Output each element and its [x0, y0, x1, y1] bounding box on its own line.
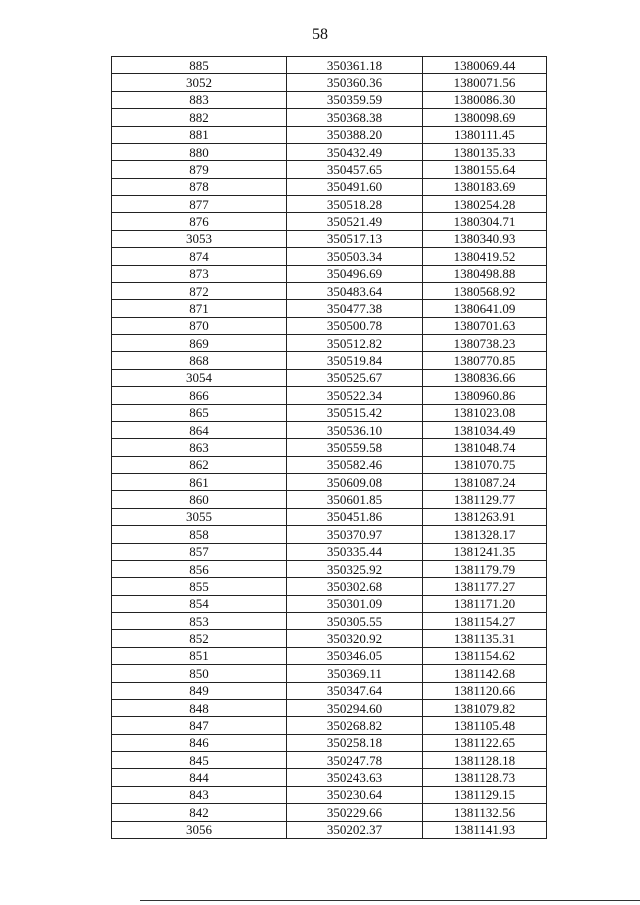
table-row: [112, 317, 547, 334]
x-coordinate-cell: 350347.64: [287, 682, 423, 699]
point-number-cell: 849: [112, 682, 287, 699]
table-row: [112, 786, 547, 803]
x-coordinate-cell: 350229.66: [287, 804, 423, 821]
table-row: [112, 526, 547, 543]
table-row: [112, 143, 547, 160]
point-number-cell: 882: [112, 109, 287, 126]
x-coordinate-cell: 350301.09: [287, 595, 423, 612]
table-row: [112, 126, 547, 143]
table-row: [112, 91, 547, 108]
point-number-cell: 863: [112, 439, 287, 456]
y-coordinate-cell: 1381079.82: [423, 699, 547, 716]
page-number: 58: [312, 26, 328, 43]
y-coordinate-cell: 1381171.20: [423, 595, 547, 612]
coordinates-table: [111, 56, 547, 839]
table-row: [112, 265, 547, 282]
x-coordinate-cell: 350335.44: [287, 543, 423, 560]
table-row: [112, 230, 547, 247]
y-coordinate-cell: 1380568.92: [423, 282, 547, 299]
point-number-cell: 881: [112, 126, 287, 143]
x-coordinate-cell: 350360.36: [287, 74, 423, 91]
table-row: [112, 699, 547, 716]
y-coordinate-cell: 1381179.79: [423, 560, 547, 577]
y-coordinate-cell: 1380419.52: [423, 248, 547, 265]
point-number-cell: 873: [112, 265, 287, 282]
point-number-cell: 879: [112, 161, 287, 178]
x-coordinate-cell: 350525.67: [287, 369, 423, 386]
x-coordinate-cell: 350359.59: [287, 91, 423, 108]
y-coordinate-cell: 1381263.91: [423, 508, 547, 525]
table-row: [112, 178, 547, 195]
y-coordinate-cell: 1381177.27: [423, 578, 547, 595]
bottom-rule: [140, 900, 640, 901]
y-coordinate-cell: 1381142.68: [423, 665, 547, 682]
table-row: [112, 421, 547, 438]
point-number-cell: 851: [112, 647, 287, 664]
y-coordinate-cell: 1381135.31: [423, 630, 547, 647]
x-coordinate-cell: 350451.86: [287, 508, 423, 525]
table-row: [112, 734, 547, 751]
point-number-cell: 847: [112, 717, 287, 734]
x-coordinate-cell: 350346.05: [287, 647, 423, 664]
y-coordinate-cell: 1380641.09: [423, 300, 547, 317]
table-row: [112, 161, 547, 178]
x-coordinate-cell: 350243.63: [287, 769, 423, 786]
y-coordinate-cell: 1381128.18: [423, 752, 547, 769]
x-coordinate-cell: 350388.20: [287, 126, 423, 143]
table-row: [112, 369, 547, 386]
point-number-cell: 848: [112, 699, 287, 716]
point-number-cell: 858: [112, 526, 287, 543]
x-coordinate-cell: 350294.60: [287, 699, 423, 716]
point-number-cell: 865: [112, 404, 287, 421]
table-row: [112, 821, 547, 838]
x-coordinate-cell: 350258.18: [287, 734, 423, 751]
table-row: [112, 335, 547, 352]
table-row: [112, 508, 547, 525]
point-number-cell: 862: [112, 456, 287, 473]
point-number-cell: 3052: [112, 74, 287, 91]
x-coordinate-cell: 350370.97: [287, 526, 423, 543]
point-number-cell: 856: [112, 560, 287, 577]
x-coordinate-cell: 350500.78: [287, 317, 423, 334]
x-coordinate-cell: 350361.18: [287, 57, 423, 74]
y-coordinate-cell: 1381048.74: [423, 439, 547, 456]
point-number-cell: 3053: [112, 230, 287, 247]
point-number-cell: 853: [112, 613, 287, 630]
point-number-cell: 843: [112, 786, 287, 803]
x-coordinate-cell: 350582.46: [287, 456, 423, 473]
y-coordinate-cell: 1381129.15: [423, 786, 547, 803]
y-coordinate-cell: 1381154.62: [423, 647, 547, 664]
x-coordinate-cell: 350503.34: [287, 248, 423, 265]
table-row: [112, 769, 547, 786]
table-row: [112, 560, 547, 577]
y-coordinate-cell: 1381241.35: [423, 543, 547, 560]
y-coordinate-cell: 1380836.66: [423, 369, 547, 386]
y-coordinate-cell: 1380071.56: [423, 74, 547, 91]
y-coordinate-cell: 1380498.88: [423, 265, 547, 282]
table-row: [112, 439, 547, 456]
y-coordinate-cell: 1380701.63: [423, 317, 547, 334]
x-coordinate-cell: 350559.58: [287, 439, 423, 456]
y-coordinate-cell: 1380135.33: [423, 143, 547, 160]
y-coordinate-cell: 1380098.69: [423, 109, 547, 126]
x-coordinate-cell: 350521.49: [287, 213, 423, 230]
point-number-cell: 872: [112, 282, 287, 299]
y-coordinate-cell: 1380155.64: [423, 161, 547, 178]
x-coordinate-cell: 350496.69: [287, 265, 423, 282]
point-number-cell: 885: [112, 57, 287, 74]
table-row: [112, 248, 547, 265]
table-row: [112, 752, 547, 769]
table-row: [112, 404, 547, 421]
table-row: [112, 717, 547, 734]
table-row: [112, 595, 547, 612]
table-row: [112, 74, 547, 91]
y-coordinate-cell: 1381120.66: [423, 682, 547, 699]
table-row: [112, 196, 547, 213]
point-number-cell: 3055: [112, 508, 287, 525]
point-number-cell: 866: [112, 387, 287, 404]
y-coordinate-cell: 1381128.73: [423, 769, 547, 786]
y-coordinate-cell: 1380069.44: [423, 57, 547, 74]
x-coordinate-cell: 350325.92: [287, 560, 423, 577]
y-coordinate-cell: 1381034.49: [423, 421, 547, 438]
x-coordinate-cell: 350432.49: [287, 143, 423, 160]
x-coordinate-cell: 350247.78: [287, 752, 423, 769]
table-row: [112, 578, 547, 595]
point-number-cell: 874: [112, 248, 287, 265]
y-coordinate-cell: 1381105.48: [423, 717, 547, 734]
y-coordinate-cell: 1381023.08: [423, 404, 547, 421]
x-coordinate-cell: 350202.37: [287, 821, 423, 838]
x-coordinate-cell: 350369.11: [287, 665, 423, 682]
y-coordinate-cell: 1380111.45: [423, 126, 547, 143]
x-coordinate-cell: 350522.34: [287, 387, 423, 404]
table-row: [112, 474, 547, 491]
x-coordinate-cell: 350320.92: [287, 630, 423, 647]
table-row: [112, 213, 547, 230]
point-number-cell: 870: [112, 317, 287, 334]
x-coordinate-cell: 350230.64: [287, 786, 423, 803]
table-row: [112, 613, 547, 630]
point-number-cell: 869: [112, 335, 287, 352]
coordinates-table-body: [112, 57, 547, 839]
y-coordinate-cell: 1381154.27: [423, 613, 547, 630]
x-coordinate-cell: 350518.28: [287, 196, 423, 213]
x-coordinate-cell: 350268.82: [287, 717, 423, 734]
point-number-cell: 860: [112, 491, 287, 508]
point-number-cell: 850: [112, 665, 287, 682]
y-coordinate-cell: 1381132.56: [423, 804, 547, 821]
point-number-cell: 883: [112, 91, 287, 108]
x-coordinate-cell: 350601.85: [287, 491, 423, 508]
y-coordinate-cell: 1381129.77: [423, 491, 547, 508]
point-number-cell: 845: [112, 752, 287, 769]
y-coordinate-cell: 1380183.69: [423, 178, 547, 195]
point-number-cell: 880: [112, 143, 287, 160]
x-coordinate-cell: 350305.55: [287, 613, 423, 630]
y-coordinate-cell: 1380086.30: [423, 91, 547, 108]
point-number-cell: 877: [112, 196, 287, 213]
point-number-cell: 844: [112, 769, 287, 786]
point-number-cell: 842: [112, 804, 287, 821]
y-coordinate-cell: 1380960.86: [423, 387, 547, 404]
y-coordinate-cell: 1380254.28: [423, 196, 547, 213]
y-coordinate-cell: 1380340.93: [423, 230, 547, 247]
x-coordinate-cell: 350536.10: [287, 421, 423, 438]
y-coordinate-cell: 1380304.71: [423, 213, 547, 230]
point-number-cell: 852: [112, 630, 287, 647]
x-coordinate-cell: 350368.38: [287, 109, 423, 126]
x-coordinate-cell: 350302.68: [287, 578, 423, 595]
x-coordinate-cell: 350512.82: [287, 335, 423, 352]
table-row: [112, 57, 547, 74]
table-row: [112, 491, 547, 508]
x-coordinate-cell: 350517.13: [287, 230, 423, 247]
point-number-cell: 857: [112, 543, 287, 560]
table-row: [112, 300, 547, 317]
x-coordinate-cell: 350483.64: [287, 282, 423, 299]
point-number-cell: 876: [112, 213, 287, 230]
point-number-cell: 854: [112, 595, 287, 612]
point-number-cell: 871: [112, 300, 287, 317]
table-row: [112, 630, 547, 647]
point-number-cell: 846: [112, 734, 287, 751]
table-row: [112, 109, 547, 126]
table-row: [112, 387, 547, 404]
point-number-cell: 3056: [112, 821, 287, 838]
table-row: [112, 804, 547, 821]
table-row: [112, 665, 547, 682]
x-coordinate-cell: 350491.60: [287, 178, 423, 195]
point-number-cell: 864: [112, 421, 287, 438]
x-coordinate-cell: 350609.08: [287, 474, 423, 491]
y-coordinate-cell: 1381087.24: [423, 474, 547, 491]
table-row: [112, 282, 547, 299]
y-coordinate-cell: 1380738.23: [423, 335, 547, 352]
y-coordinate-cell: 1381141.93: [423, 821, 547, 838]
y-coordinate-cell: 1380770.85: [423, 352, 547, 369]
y-coordinate-cell: 1381328.17: [423, 526, 547, 543]
x-coordinate-cell: 350477.38: [287, 300, 423, 317]
point-number-cell: 861: [112, 474, 287, 491]
table-row: [112, 647, 547, 664]
x-coordinate-cell: 350519.84: [287, 352, 423, 369]
point-number-cell: 878: [112, 178, 287, 195]
y-coordinate-cell: 1381122.65: [423, 734, 547, 751]
table-row: [112, 352, 547, 369]
point-number-cell: 3054: [112, 369, 287, 386]
point-number-cell: 868: [112, 352, 287, 369]
table-row: [112, 456, 547, 473]
table-row: [112, 543, 547, 560]
y-coordinate-cell: 1381070.75: [423, 456, 547, 473]
x-coordinate-cell: 350457.65: [287, 161, 423, 178]
point-number-cell: 855: [112, 578, 287, 595]
x-coordinate-cell: 350515.42: [287, 404, 423, 421]
table-row: [112, 682, 547, 699]
